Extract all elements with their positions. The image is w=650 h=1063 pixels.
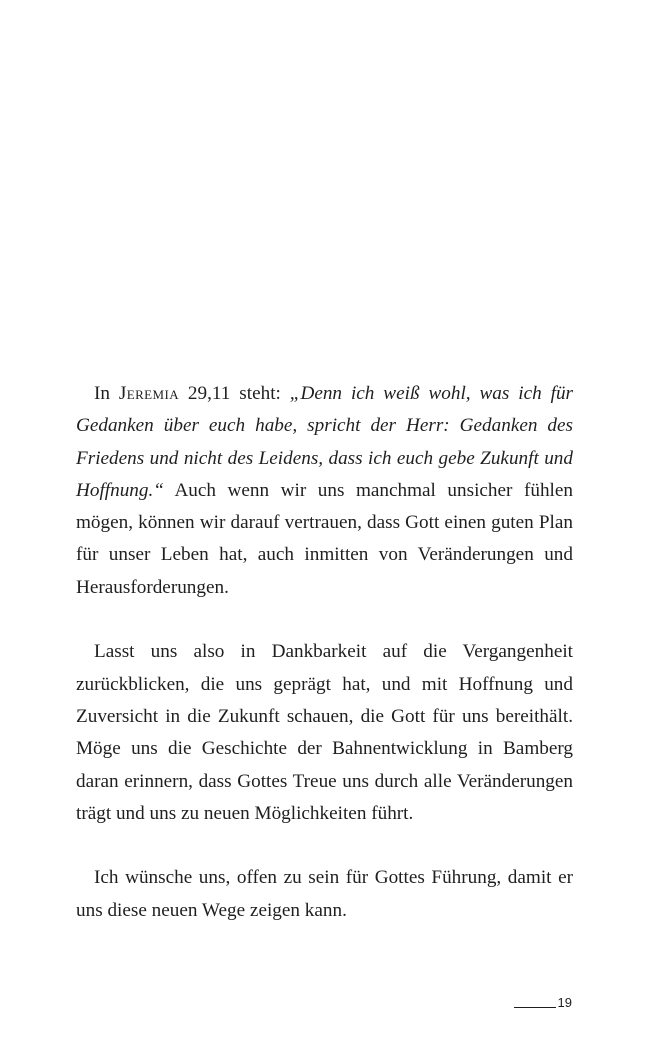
footer-rule [514,1007,556,1008]
book-name: Jeremia [118,383,180,404]
bible-quote: „Denn ich weiß wohl, was ich für Gedanken über euch habe, spricht der Herr: Gedanken des Friedens und nicht des Leidens, dass ich euch gebe Zukunft und Hoffnung.“ [76,383,574,501]
body-text [76,378,573,927]
paragraph-rest: Auch wenn wir uns manchmal unsicher fühlen mögen, können wir darauf vertrauen, dass Gott einen guten Plan für unser Leben hat, auch inmitten von Veränderungen und Herausforderungen. [76,479,573,598]
paragraph-wunsch: Ich wünsche uns, offen zu sein für Gottes Führung, damit er uns diese neuen Wege zeigen kann. [76,867,573,921]
paragraph-intro: In [94,383,119,404]
paragraph-dankbarkeit: Lasst uns also in Dankbarkeit auf die Vergangenheit zurückblicken, die uns geprägt hat, und mit Hoffnung und Zuversicht in die Zukunft schauen, die Gott für uns bereithält. Möge uns die Geschichte der Bahnentwicklung in Bamberg daran erinnern, dass Gottes Treue uns durch alle Veränderungen trägt und uns zu neuen Möglichkeiten führt. [76,641,573,824]
paragraph-jeremia [76,378,573,604]
page-number: 19 [557,995,572,1010]
page-footer [514,994,572,1012]
verse-reference: 29,11 steht: [179,383,290,404]
